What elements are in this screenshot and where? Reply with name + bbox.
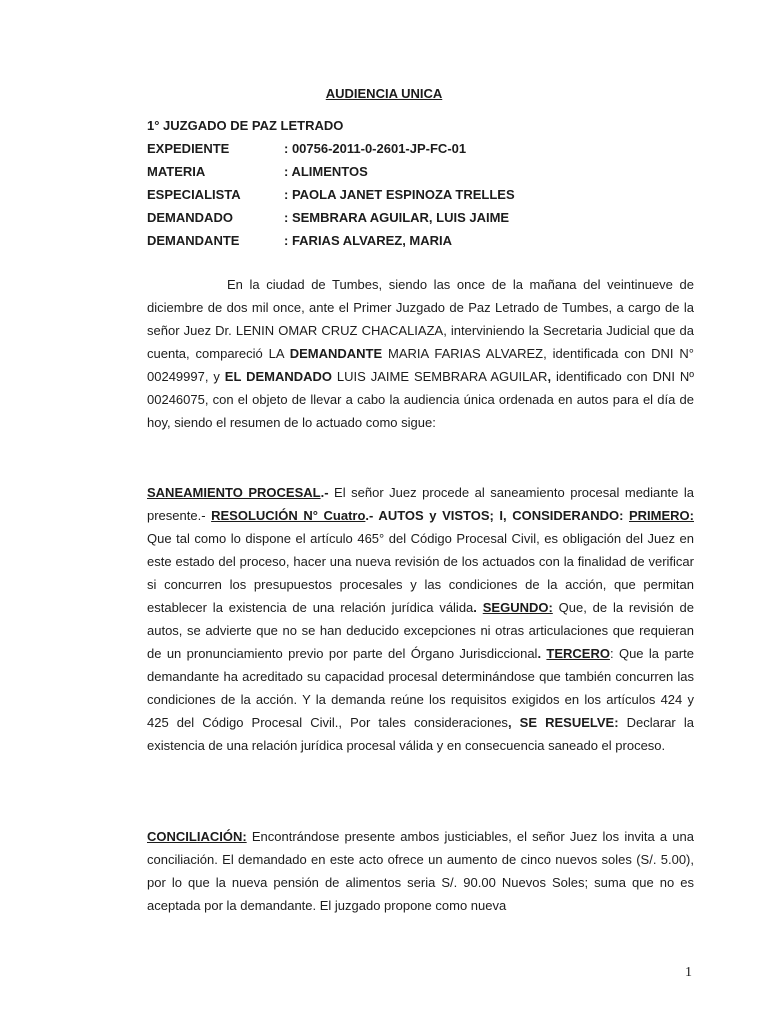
header-row-materia xyxy=(147,164,707,187)
segundo-heading: SEGUNDO: xyxy=(482,600,553,615)
header-value: : SEMBRARA AGUILAR, LUIS JAIME xyxy=(284,210,510,225)
opening-paragraph xyxy=(147,273,694,434)
header-row-demandante xyxy=(147,233,707,256)
header-label: MATERIA xyxy=(147,164,206,179)
bold-run: , SE RESUELVE: xyxy=(507,715,619,730)
document-title: AUDIENCIA UNICA xyxy=(325,86,443,101)
bold-run: EL DEMANDADO xyxy=(224,369,333,384)
bold-run: . xyxy=(537,646,547,661)
section-heading: SANEAMIENTO PROCESAL xyxy=(147,485,321,500)
text-run: MARIA FARIAS ALVAREZ, identificada con DNI N° 00249997, y xyxy=(147,346,694,384)
bold-run: .- xyxy=(320,485,329,500)
text-run: identificado con DNI Nº 00246075, con el objeto de llevar a cabo la audiencia única ordenada en autos para el día de hoy, siendo el resumen de lo actuado como sigue: xyxy=(147,369,694,430)
text-run: En la ciudad de Tumbes, siendo las once de la mañana del veintinueve de diciembre de dos mil once, ante el Primer Juzgado de Paz Letrado de Tumbes, a cargo de la señor Juez Dr. LENIN OMAR CRUZ CHACALIAZA, interviniendo la Secretaria Judicial que da cuenta, compareció LA xyxy=(147,277,694,361)
section-heading: CONCILIACIÓN: xyxy=(147,829,247,844)
header-value: : 00756-2011-0-2601-JP-FC-01 xyxy=(284,141,467,156)
header-row-expediente xyxy=(147,141,707,164)
bold-run: .- AUTOS y VISTOS; I, CONSIDERANDO: xyxy=(365,508,629,523)
header-value: : FARIAS ALVAREZ, MARIA xyxy=(284,233,453,248)
header-row-demandado xyxy=(147,210,707,233)
page-number: 1 xyxy=(685,965,692,980)
text-run: Encontrándose presente ambos justiciables, el señor Juez los invita a una conciliación. El demandado en este acto ofrece un aumento de cinco nuevos soles (S/. 5.00), por lo que la nueva pensión de alimentos seria S/. 90.00 Nuevos Soles; suma que no es aceptada por la demandante. El juzgado propone como nueva xyxy=(147,829,694,913)
primero-heading: PRIMERO: xyxy=(629,508,694,523)
text-run: Que, de la revisión de autos, se advierte que no se han deducido excepciones ni otras articulaciones que requieran de un pronunciamiento previo por parte del Órgano Jurisdiccional xyxy=(147,600,694,661)
header-value: : PAOLA JANET ESPINOZA TRELLES xyxy=(284,187,515,202)
text-run: : Que la parte demandante ha acreditado su capacidad procesal determinándose que también concurren las condiciones de la acción. Y la demanda reúne los requisitos exigidos en los artículos 424 y 425 del Código Procesal Civil., Por tales consideraciones xyxy=(147,646,694,730)
text-run: El señor Juez procede al saneamiento procesal mediante la presente.- xyxy=(147,485,694,523)
court-name: 1° JUZGADO DE PAZ LETRADO xyxy=(147,118,344,133)
header-row-especialista xyxy=(147,187,707,210)
header-label: EXPEDIENTE xyxy=(147,141,230,156)
tercero-heading: TERCERO xyxy=(546,646,610,661)
bold-run: , xyxy=(547,369,552,384)
bold-run: DEMANDANTE xyxy=(289,346,383,361)
saneamiento-paragraph xyxy=(147,481,694,757)
conciliacion-paragraph xyxy=(147,825,694,917)
header-value: : ALIMENTOS xyxy=(284,164,368,179)
bold-run: . xyxy=(473,600,483,615)
case-header xyxy=(147,118,707,256)
resolution-heading: RESOLUCIÓN N° Cuatro xyxy=(211,508,366,523)
text-run: Declarar la existencia de una relación jurídica procesal válida y en consecuencia saneado el proceso. xyxy=(147,715,694,753)
header-label: DEMANDANTE xyxy=(147,233,240,248)
text-run: Que tal como lo dispone el artículo 465° del Código Procesal Civil, es obligación del Juez en este estado del proceso, hacer una nueva revisión de los actuados con la finalidad de verificar si concurren los presupuestos procesales y las condiciones de la acción, que permitan establecer la existencia de una relación jurídica válida xyxy=(147,531,694,615)
header-label: ESPECIALISTA xyxy=(147,187,241,202)
header-label: DEMANDADO xyxy=(147,210,233,225)
text-run: LUIS JAIME SEMBRARA AGUILAR xyxy=(332,369,548,384)
